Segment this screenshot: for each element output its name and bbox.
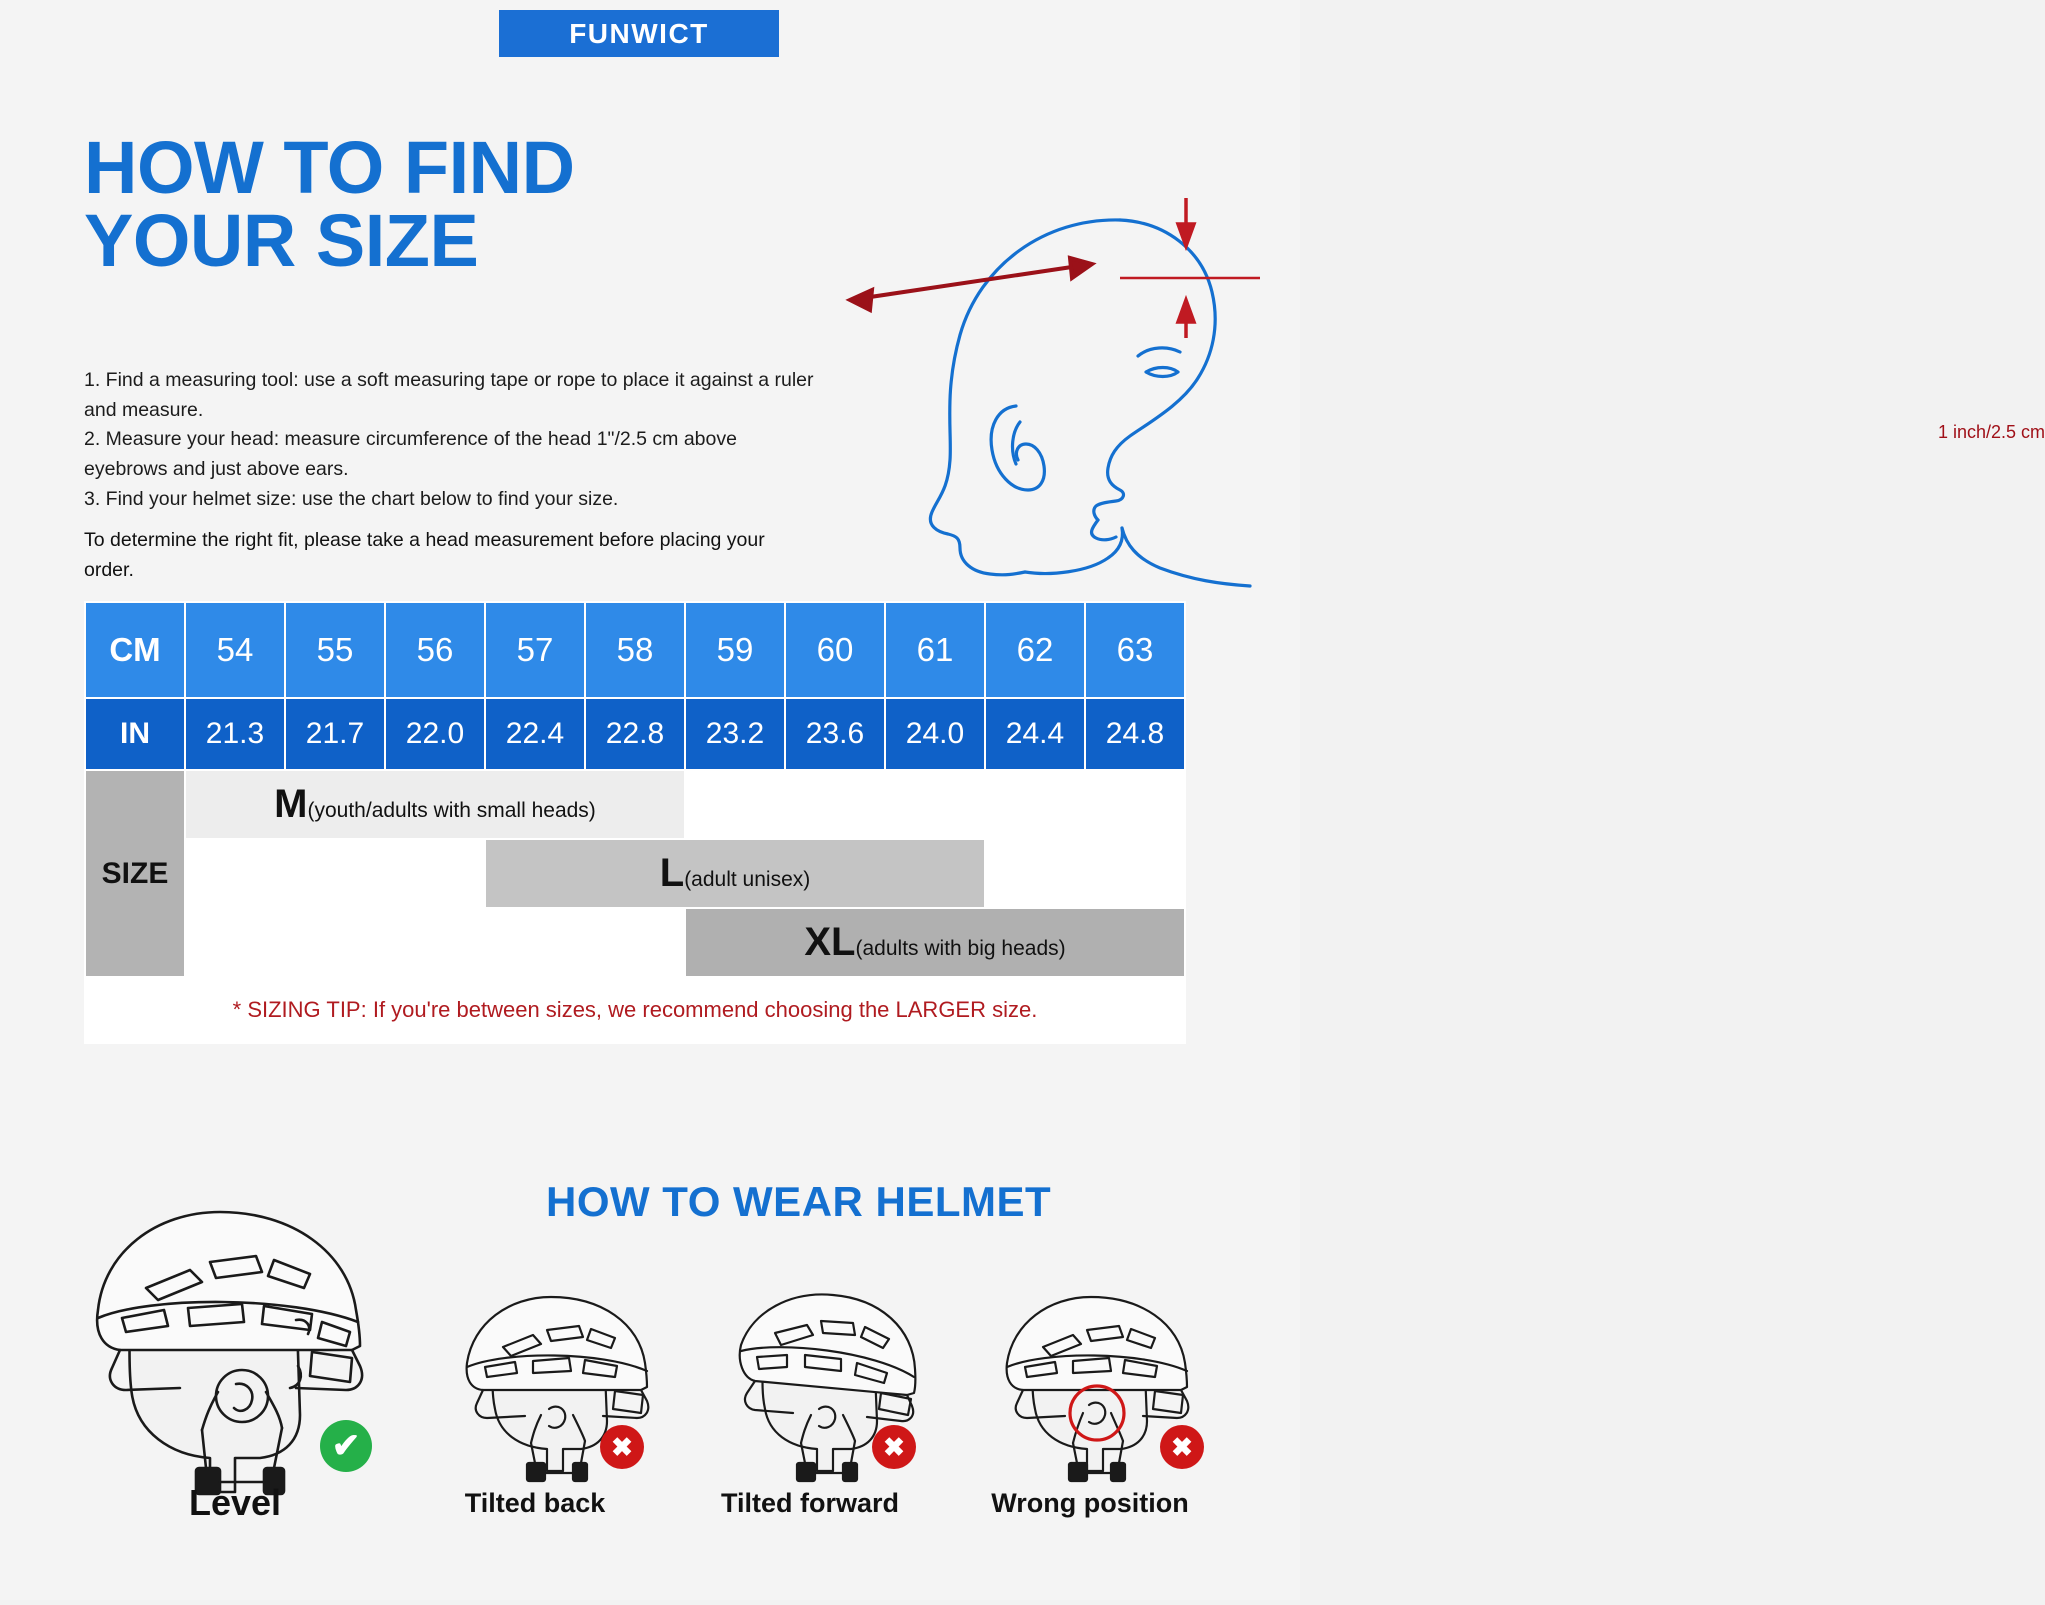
head-illustration-svg <box>820 160 1280 580</box>
in-value: 24.0 <box>885 698 985 770</box>
empty-cell <box>785 770 885 839</box>
instruction-note: To determine the right fit, please take a head measurement before placing your order. <box>84 529 765 581</box>
head-measurement-diagram <box>820 160 2045 580</box>
page-title-line-1: HOW TO FIND <box>84 126 575 209</box>
row-label-size: SIZE <box>85 770 185 977</box>
cross-icon <box>872 1425 916 1469</box>
cm-value: 59 <box>685 602 785 698</box>
empty-cell <box>585 908 685 977</box>
page-title-line-2: YOUR SIZE <box>84 198 479 282</box>
in-value: 22.8 <box>585 698 685 770</box>
helmet-caption-level: Level <box>188 1482 282 1523</box>
cross-glyph: ✖ <box>1171 1432 1193 1462</box>
size-code-m: M <box>274 782 308 826</box>
empty-cell <box>385 839 485 908</box>
table-row-cm <box>85 602 1185 698</box>
size-code-xl: XL <box>804 920 856 964</box>
in-value: 22.0 <box>385 698 485 770</box>
size-code-l: L <box>659 851 685 895</box>
cm-value: 58 <box>585 602 685 698</box>
measure-label: 1 inch/2.5 cm <box>1938 422 2045 442</box>
helmet-caption-tilted-forward: Tilted forward <box>720 1488 900 1518</box>
size-desc-m: (youth/adults with small heads) <box>307 799 596 822</box>
empty-cell <box>285 908 385 977</box>
cm-value: 54 <box>185 602 285 698</box>
sizing-tip: * SIZING TIP: If you're between sizes, we recommend choosing the LARGER size. <box>85 977 1185 1043</box>
cm-value: 63 <box>1085 602 1185 698</box>
empty-cell <box>885 770 985 839</box>
cm-value: 62 <box>985 602 1085 698</box>
size-band-m <box>185 770 685 839</box>
cross-glyph: ✖ <box>611 1432 633 1462</box>
size-band-l <box>485 839 985 908</box>
in-value: 24.4 <box>985 698 1085 770</box>
brand-name: FUNWICT <box>569 17 709 49</box>
table-row-tip <box>85 977 1185 1043</box>
empty-cell <box>985 839 1085 908</box>
in-value: 24.8 <box>1085 698 1185 770</box>
table-row-size-m <box>85 770 1185 839</box>
cm-value: 61 <box>885 602 985 698</box>
in-value: 23.6 <box>785 698 885 770</box>
instruction-step-2: 2. Measure your head: measure circumference of the head 1"/2.5 cm above eyebrows and just above ears. <box>84 428 737 480</box>
how-to-wear-illustrations <box>0 1190 1300 1600</box>
size-chart-table <box>84 601 1186 1044</box>
empty-cell <box>185 908 285 977</box>
how-to-wear-title: HOW TO WEAR HELMET <box>546 1178 1052 1225</box>
helmet-caption-wrong-position: Wrong position <box>991 1488 1189 1518</box>
helmet-caption-tilted-back: Tilted back <box>464 1488 606 1518</box>
check-icon <box>320 1420 372 1472</box>
table-row-size-l <box>85 839 1185 908</box>
instruction-step-3: 3. Find your helmet size: use the chart below to find your size. <box>84 487 619 510</box>
empty-cell <box>185 839 285 908</box>
instruction-step-1: 1. Find a measuring tool: use a soft measuring tape or rope to place it against a ruler and measure. <box>84 369 814 421</box>
size-chart <box>84 601 1186 1044</box>
in-value: 21.3 <box>185 698 285 770</box>
cross-glyph: ✖ <box>883 1432 905 1462</box>
empty-cell <box>1085 839 1185 908</box>
cm-value: 60 <box>785 602 885 698</box>
empty-cell <box>985 770 1085 839</box>
size-band-xl <box>685 908 1185 977</box>
cm-value: 57 <box>485 602 585 698</box>
cross-icon <box>1160 1425 1204 1469</box>
page-title <box>84 126 804 282</box>
cm-value: 55 <box>285 602 385 698</box>
empty-cell <box>1085 770 1185 839</box>
table-row-in <box>85 698 1185 770</box>
empty-cell <box>685 770 785 839</box>
in-value: 21.7 <box>285 698 385 770</box>
in-value: 23.2 <box>685 698 785 770</box>
brand-logo-bar <box>499 10 779 57</box>
row-label-in: IN <box>85 698 185 770</box>
in-value: 22.4 <box>485 698 585 770</box>
helmet-illustrations-svg <box>0 1190 1300 1600</box>
size-desc-l: (adult unisex) <box>684 868 811 891</box>
empty-cell <box>385 908 485 977</box>
size-desc-xl: (adults with big heads) <box>855 937 1066 960</box>
empty-cell <box>285 839 385 908</box>
instructions-block <box>84 366 819 585</box>
empty-cell <box>485 908 585 977</box>
cross-icon <box>600 1425 644 1469</box>
row-label-cm: CM <box>85 602 185 698</box>
check-glyph: ✔ <box>331 1427 361 1465</box>
table-row-size-xl <box>85 908 1185 977</box>
cm-value: 56 <box>385 602 485 698</box>
